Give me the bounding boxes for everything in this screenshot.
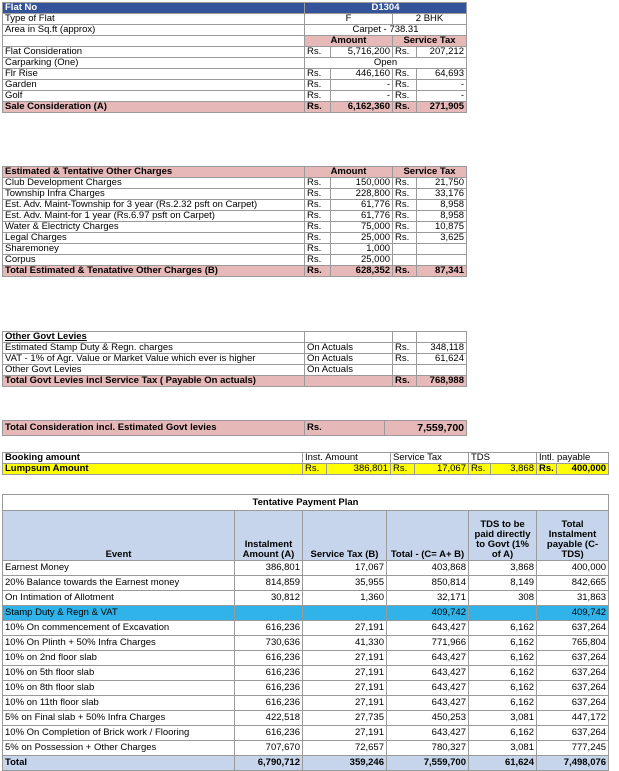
flat-header-row	[3, 3, 467, 14]
plan-row	[3, 651, 609, 666]
lumpsum-inst: 386,801	[327, 464, 391, 475]
govt-row-value: 348,118	[417, 343, 467, 354]
plan-value-cell: 616,236	[235, 681, 303, 696]
govt-row-value: 61,624	[417, 354, 467, 365]
plan-value-cell: 707,670	[235, 741, 303, 756]
plan-value-cell: 32,171	[387, 591, 469, 606]
plan-event-cell: 10% on 5th floor slab	[3, 666, 235, 681]
plan-value-cell: 616,236	[235, 696, 303, 711]
govt-header-row	[3, 332, 467, 343]
plan-value-cell: 41,330	[303, 636, 387, 651]
other-charges-title: Estimated & Tentative Other Charges	[3, 167, 305, 178]
other-row-label: Legal Charges	[3, 233, 305, 244]
rs-label: Rs.	[393, 211, 417, 222]
flat-row-amount: -	[331, 80, 393, 91]
rs-label: Rs.	[393, 266, 417, 277]
plan-row	[3, 741, 609, 756]
flat-row	[3, 91, 467, 102]
plan-event-cell: 10% on 11th floor slab	[3, 696, 235, 711]
plan-value-cell: 643,427	[387, 681, 469, 696]
other-total-row	[3, 266, 467, 277]
rs-label: Rs.	[393, 69, 417, 80]
govt-total-value: 768,988	[417, 376, 467, 387]
plan-col-header: Service Tax (B)	[303, 511, 387, 561]
flat-row-tax: 64,693	[417, 69, 467, 80]
plan-event-cell: 20% Balance towards the Earnest money	[3, 576, 235, 591]
other-row-tax: 10,875	[417, 222, 467, 233]
plan-value-cell: 637,264	[537, 621, 609, 636]
flat-row-amount: 5,716,200	[331, 47, 393, 58]
rs-label	[393, 244, 417, 255]
govt-total-label: Total Govt Levies incl Service Tax ( Payable On actuals)	[3, 376, 305, 387]
other-row-tax: 8,958	[417, 200, 467, 211]
flat-row-tax: -	[417, 80, 467, 91]
plan-header-row	[3, 511, 609, 561]
flat-row-amount: 446,160	[331, 69, 393, 80]
plan-value-cell: 27,191	[303, 666, 387, 681]
plan-value-cell: 616,236	[235, 726, 303, 741]
govt-levies-table	[2, 331, 467, 387]
plan-event-cell: 10% On Plinth + 50% Infra Charges	[3, 636, 235, 651]
flat-type-v2: 2 BHK	[393, 14, 467, 25]
plan-value-cell: 616,236	[235, 621, 303, 636]
grand-total-value: 7,559,700	[385, 421, 467, 436]
plan-value-cell: 643,427	[387, 651, 469, 666]
plan-value-cell: 771,966	[387, 636, 469, 651]
other-row-label: Corpus	[3, 255, 305, 266]
plan-value-cell: 765,804	[537, 636, 609, 651]
plan-value-cell	[469, 606, 537, 621]
plan-row	[3, 696, 609, 711]
grand-total-label: Total Consideration incl. Estimated Govt levies	[3, 421, 305, 436]
flat-area-label: Area in Sq.ft (approx)	[3, 25, 305, 36]
booking-amount-label: Booking amount	[3, 453, 303, 464]
other-row-label: Club Development Charges	[3, 178, 305, 189]
plan-row	[3, 711, 609, 726]
payment-plan-title: Tentative Payment Plan	[3, 495, 609, 511]
other-row-amount: 75,000	[331, 222, 393, 233]
lumpsum-tds: 3,868	[491, 464, 537, 475]
plan-value-cell: 72,657	[303, 741, 387, 756]
flat-row	[3, 47, 467, 58]
other-total-amount: 628,352	[331, 266, 393, 277]
plan-value-cell: 8,149	[469, 576, 537, 591]
rs-label: Rs.	[305, 244, 331, 255]
plan-value-cell: 643,427	[387, 621, 469, 636]
govt-row	[3, 365, 467, 376]
flat-row-amount: -	[331, 91, 393, 102]
rs-label: Rs.	[305, 200, 331, 211]
plan-value-cell: 6,162	[469, 681, 537, 696]
rs-label: Rs.	[303, 464, 327, 475]
flat-colheader-row	[3, 36, 467, 47]
plan-value-cell: 35,955	[303, 576, 387, 591]
plan-event-cell: 5% on Final slab + 50% Infra Charges	[3, 711, 235, 726]
plan-total-cell: 359,246	[303, 756, 387, 771]
plan-event-cell: On Intimation of Allotment	[3, 591, 235, 606]
service-tax-header: Service Tax	[391, 453, 469, 464]
rs-label: Rs.	[305, 80, 331, 91]
other-row-label: Est. Adv. Maint-Township for 3 year (Rs.2.32 psft on Carpet)	[3, 200, 305, 211]
lumpsum-stax: 17,067	[415, 464, 469, 475]
rs-label: Rs.	[305, 102, 331, 113]
other-row	[3, 178, 467, 189]
plan-value-cell: 3,081	[469, 711, 537, 726]
rs-label: Rs.	[393, 80, 417, 91]
plan-value-cell: 777,245	[537, 741, 609, 756]
flat-area-row	[3, 25, 467, 36]
inst-amount-header: Inst. Amount	[303, 453, 391, 464]
rs-label: Rs.	[305, 47, 331, 58]
other-row-label: Water & Electricty Charges	[3, 222, 305, 233]
plan-title-row	[3, 495, 609, 511]
plan-value-cell: 27,191	[303, 726, 387, 741]
plan-col-header: Total Instalment payable (C-TDS)	[537, 511, 609, 561]
intl-payable-header: Intl. payable	[537, 453, 609, 464]
plan-value-cell: 27,191	[303, 651, 387, 666]
sale-consideration-row	[3, 102, 467, 113]
plan-value-cell: 409,742	[387, 606, 469, 621]
flat-type-label: Type of Flat	[3, 14, 305, 25]
other-total-label: Total Estimated & Tenatative Other Charges (B)	[3, 266, 305, 277]
flat-tax-header: Service Tax	[393, 36, 467, 47]
flat-no-value: D1304	[305, 3, 467, 14]
govt-row-note: On Actuals	[305, 343, 393, 354]
sale-consideration-tax: 271,905	[417, 102, 467, 113]
other-amount-header: Amount	[305, 167, 393, 178]
flat-type-row	[3, 14, 467, 25]
plan-value-cell: 6,162	[469, 621, 537, 636]
other-row-amount: 150,000	[331, 178, 393, 189]
other-charges-table	[2, 166, 467, 277]
govt-row	[3, 343, 467, 354]
plan-row	[3, 726, 609, 741]
rs-label: Rs.	[391, 464, 415, 475]
plan-row	[3, 666, 609, 681]
other-total-tax: 87,341	[417, 266, 467, 277]
flat-row-label: Flr Rise	[3, 69, 305, 80]
rs-label: Rs.	[305, 178, 331, 189]
rs-label: Rs.	[305, 255, 331, 266]
plan-value-cell: 6,162	[469, 636, 537, 651]
rs-label: Rs.	[393, 91, 417, 102]
plan-value-cell: 17,067	[303, 561, 387, 576]
rs-label: Rs.	[393, 233, 417, 244]
other-row-tax	[417, 244, 467, 255]
flat-row-tax: 207,212	[417, 47, 467, 58]
booking-table	[2, 452, 609, 475]
plan-event-cell: 10% on 8th floor slab	[3, 681, 235, 696]
plan-total-cell: 61,624	[469, 756, 537, 771]
other-row	[3, 211, 467, 222]
plan-value-cell: 27,191	[303, 621, 387, 636]
plan-value-cell: 730,636	[235, 636, 303, 651]
plan-row	[3, 561, 609, 576]
plan-event-cell: 10% on 2nd floor slab	[3, 651, 235, 666]
plan-row	[3, 606, 609, 621]
other-row	[3, 189, 467, 200]
flat-amount-header: Amount	[305, 36, 393, 47]
flat-row-label: Carparking (One)	[3, 58, 305, 69]
plan-value-cell: 616,236	[235, 666, 303, 681]
plan-value-cell: 30,812	[235, 591, 303, 606]
lumpsum-row	[3, 464, 609, 475]
other-tax-header: Service Tax	[393, 167, 467, 178]
plan-value-cell: 6,162	[469, 666, 537, 681]
plan-value-cell: 643,427	[387, 726, 469, 741]
sale-consideration-amount: 6,162,360	[331, 102, 393, 113]
other-row-tax	[417, 255, 467, 266]
other-row-tax: 21,750	[417, 178, 467, 189]
flat-row	[3, 80, 467, 91]
plan-value-cell: 27,191	[303, 696, 387, 711]
flat-row-label: Golf	[3, 91, 305, 102]
rs-label: Rs.	[393, 376, 417, 387]
lumpsum-label: Lumpsum Amount	[3, 464, 303, 475]
flat-type-v1: F	[305, 14, 393, 25]
other-row-label: Township Infra Charges	[3, 189, 305, 200]
rs-label: Rs.	[305, 421, 385, 436]
rs-label: Rs.	[393, 343, 417, 354]
other-row-amount: 1,000	[331, 244, 393, 255]
plan-value-cell: 3,868	[469, 561, 537, 576]
other-row-label: Sharemoney	[3, 244, 305, 255]
plan-row	[3, 621, 609, 636]
plan-value-cell: 447,172	[537, 711, 609, 726]
plan-value-cell: 850,814	[387, 576, 469, 591]
other-row	[3, 200, 467, 211]
plan-value-cell: 27,191	[303, 681, 387, 696]
govt-levies-title: Other Govt Levies	[3, 332, 305, 343]
rs-label: Rs.	[305, 266, 331, 277]
plan-value-cell	[235, 606, 303, 621]
rs-label: Rs.	[305, 69, 331, 80]
rs-label: Rs.	[393, 102, 417, 113]
plan-value-cell: 637,264	[537, 681, 609, 696]
govt-row-value	[417, 365, 467, 376]
rs-label: Rs.	[305, 91, 331, 102]
plan-total-cell: 7,559,700	[387, 756, 469, 771]
plan-value-cell: 409,742	[537, 606, 609, 621]
plan-value-cell: 6,162	[469, 726, 537, 741]
flat-row-label: Garden	[3, 80, 305, 91]
flat-no-label: Flat No	[3, 3, 305, 14]
rs-label: Rs.	[393, 189, 417, 200]
plan-value-cell: 616,236	[235, 651, 303, 666]
plan-row	[3, 636, 609, 651]
plan-event-cell: 10% On commencement of Excavation	[3, 621, 235, 636]
plan-total-cell: 6,790,712	[235, 756, 303, 771]
plan-col-header: Event	[3, 511, 235, 561]
plan-value-cell: 6,162	[469, 651, 537, 666]
plan-value-cell: 637,264	[537, 651, 609, 666]
govt-row-note: On Actuals	[305, 365, 393, 376]
govt-total-row	[3, 376, 467, 387]
plan-col-header: TDS to be paid directly to Govt (1% of A)	[469, 511, 537, 561]
govt-row	[3, 354, 467, 365]
plan-event-cell: 5% on Possession + Other Charges	[3, 741, 235, 756]
plan-total-cell: 7,498,076	[537, 756, 609, 771]
booking-header-row	[3, 453, 609, 464]
other-row	[3, 233, 467, 244]
other-row-amount: 61,776	[331, 200, 393, 211]
grand-total-table	[2, 420, 467, 436]
plan-value-cell: 643,427	[387, 696, 469, 711]
plan-value-cell: 643,427	[387, 666, 469, 681]
other-row	[3, 222, 467, 233]
plan-value-cell: 780,327	[387, 741, 469, 756]
govt-row-label: Other Govt Levies	[3, 365, 305, 376]
sale-consideration-label: Sale Consideration (A)	[3, 102, 305, 113]
plan-value-cell: 1,360	[303, 591, 387, 606]
rs-label	[393, 255, 417, 266]
other-row-amount: 61,776	[331, 211, 393, 222]
govt-row-note: On Actuals	[305, 354, 393, 365]
plan-value-cell: 403,868	[387, 561, 469, 576]
plan-value-cell: 400,000	[537, 561, 609, 576]
plan-value-cell: 637,264	[537, 696, 609, 711]
plan-total-label: Total	[3, 756, 235, 771]
plan-value-cell: 6,162	[469, 696, 537, 711]
other-row	[3, 244, 467, 255]
plan-row	[3, 681, 609, 696]
rs-label: Rs.	[393, 354, 417, 365]
plan-value-cell: 450,253	[387, 711, 469, 726]
plan-col-header: Instalment Amount (A)	[235, 511, 303, 561]
rs-label: Rs.	[305, 211, 331, 222]
plan-value-cell: 386,801	[235, 561, 303, 576]
other-row-amount: 25,000	[331, 255, 393, 266]
plan-value-cell	[303, 606, 387, 621]
rs-label: Rs.	[305, 222, 331, 233]
plan-value-cell: 3,081	[469, 741, 537, 756]
plan-col-header: Total - (C= A+ B)	[387, 511, 469, 561]
plan-value-cell: 637,264	[537, 726, 609, 741]
rs-label: Rs.	[393, 178, 417, 189]
rs-label: Rs.	[305, 233, 331, 244]
carparking-value: Open	[305, 58, 467, 69]
rs-label: Rs.	[393, 200, 417, 211]
flat-row	[3, 69, 467, 80]
flat-row-label: Flat Consideration	[3, 47, 305, 58]
plan-value-cell: 637,264	[537, 666, 609, 681]
plan-value-cell: 27,735	[303, 711, 387, 726]
plan-event-cell: Earnest Money	[3, 561, 235, 576]
plan-event-cell: Stamp Duty & Regn & VAT	[3, 606, 235, 621]
plan-row	[3, 591, 609, 606]
govt-row-label: VAT - 1% of Agr. Value or Market Value which ever is higher	[3, 354, 305, 365]
plan-value-cell: 31,863	[537, 591, 609, 606]
tds-header: TDS	[469, 453, 537, 464]
plan-value-cell: 422,518	[235, 711, 303, 726]
other-header-row	[3, 167, 467, 178]
other-row-amount: 25,000	[331, 233, 393, 244]
plan-value-cell: 308	[469, 591, 537, 606]
payment-plan-table	[2, 494, 609, 771]
other-row-label: Est. Adv. Maint-for 1 year (Rs.6.97 psft on Carpet)	[3, 211, 305, 222]
other-row	[3, 255, 467, 266]
rs-label: Rs.	[393, 47, 417, 58]
plan-row	[3, 576, 609, 591]
flat-area-value: Carpet - 738.31	[305, 25, 467, 36]
plan-value-cell: 842,665	[537, 576, 609, 591]
govt-row-label: Estimated Stamp Duty & Regn. charges	[3, 343, 305, 354]
rs-label	[393, 365, 417, 376]
rs-label: Rs.	[537, 464, 557, 475]
other-row-tax: 3,625	[417, 233, 467, 244]
lumpsum-intl: 400,000	[557, 464, 609, 475]
flat-row-tax: -	[417, 91, 467, 102]
plan-value-cell: 814,859	[235, 576, 303, 591]
other-row-amount: 228,800	[331, 189, 393, 200]
other-row-tax: 8,958	[417, 211, 467, 222]
rs-label: Rs.	[469, 464, 491, 475]
rs-label: Rs.	[393, 222, 417, 233]
other-row-tax: 33,176	[417, 189, 467, 200]
flat-row	[3, 58, 467, 69]
grand-total-row	[3, 421, 467, 436]
plan-event-cell: 10% On Completion of Brick work / Flooring	[3, 726, 235, 741]
plan-total-row	[3, 756, 609, 771]
flat-table	[2, 2, 467, 113]
rs-label: Rs.	[305, 189, 331, 200]
